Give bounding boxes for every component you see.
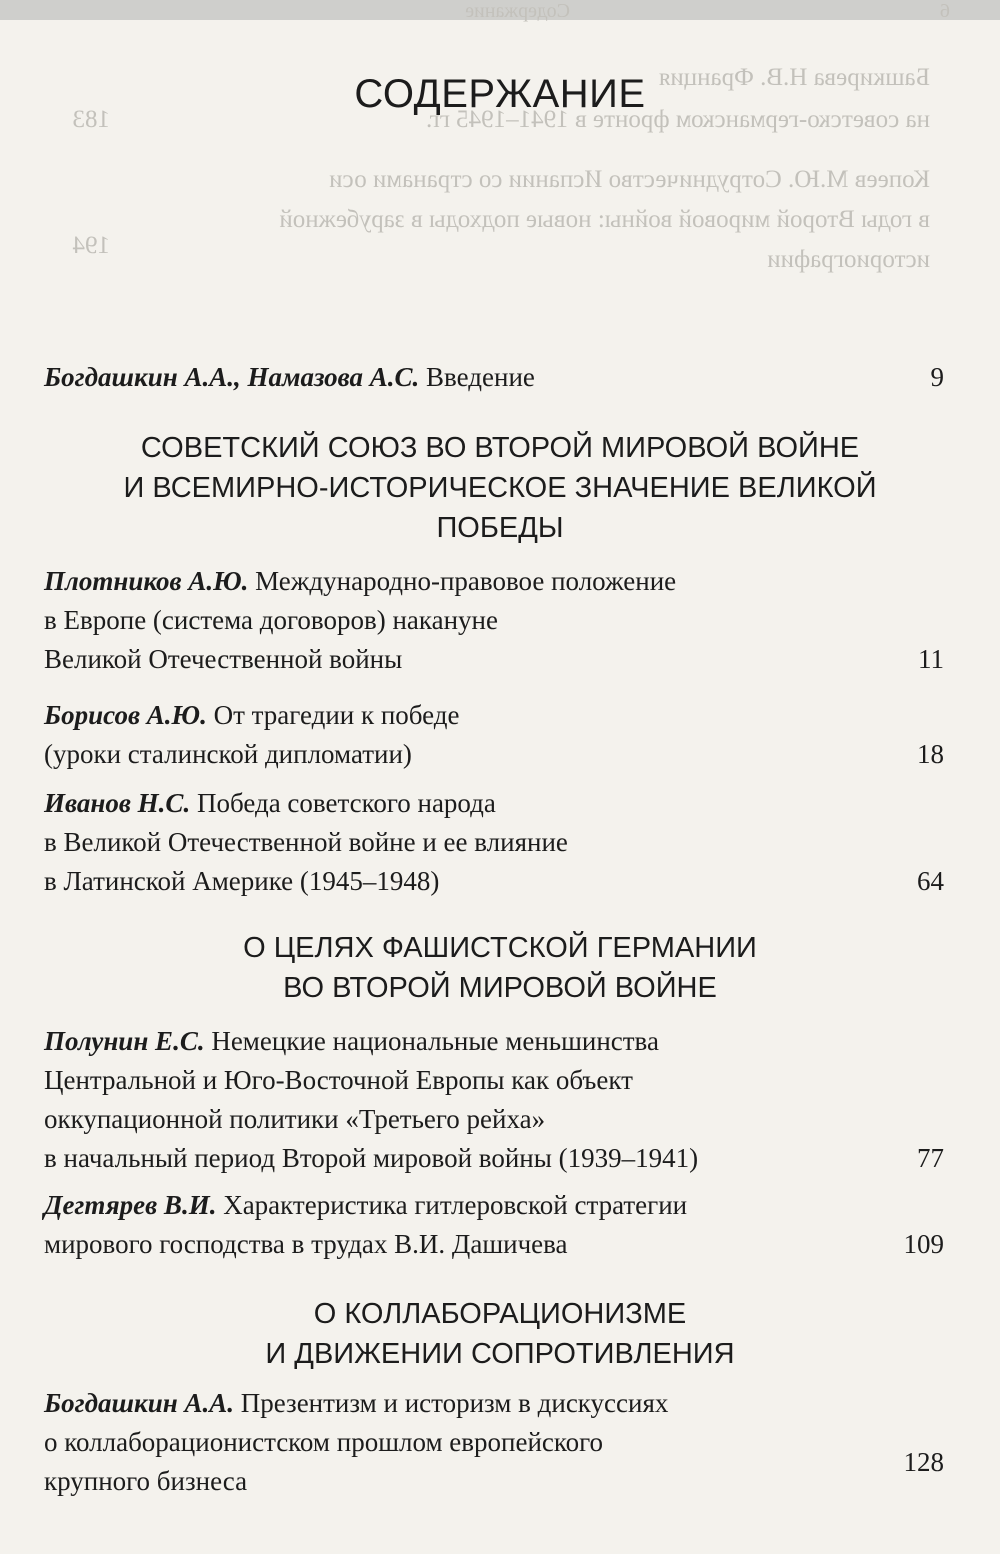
section-heading-line: СОВЕТСКИЙ СОЮЗ ВО ВТОРОЙ МИРОВОЙ ВОЙНЕ [140,432,860,464]
bleed-line: Башкирева Н.В. Франция [658,64,930,91]
bleed-line: историографии [767,246,930,273]
section-heading-line: ВО ВТОРОЙ МИРОВОЙ ВОЙНЕ [283,972,717,1004]
entry-title: оккупационной политики «Третьего рейха» [44,1104,546,1134]
entry-title: в Великой Отечественной войне и ее влияние [44,827,568,857]
entry-title: Международно-правовое положение [255,566,677,596]
section-heading-line: ПОБЕДЫ [436,512,564,544]
entry-title: Центральной и Юго-Восточной Европы как объект [44,1065,633,1095]
entry-page-number: 77 [917,1143,944,1173]
entry-page-number: 128 [903,1447,944,1477]
entry-title: Введение [426,362,535,392]
entry-title: Великой Отечественной войны [44,644,403,674]
entry-page-number: 9 [930,362,944,392]
entry-title: (уроки сталинской дипломатии) [44,739,412,769]
entry-author: Борисов А.Ю. [44,700,207,730]
entry-page-number: 18 [917,739,944,769]
entry-title: Презентизм и историзм в дискуссиях [240,1388,669,1418]
entry-page-number: 11 [918,644,944,674]
section-heading [0,428,1000,548]
toc-entry [44,696,944,774]
section-heading-line: И ДВИЖЕНИИ СОПРОТИВЛЕНИЯ [265,1338,735,1370]
bleed-line: 183 [72,106,110,133]
toc-entry [44,358,944,397]
bleed-line: в годы Второй мировой войны: новые подходы в зарубежной [279,206,930,233]
toc-entry [44,1186,944,1264]
entry-title: о коллаборационистском прошлом европейского [44,1427,604,1457]
entry-title: крупного бизнеса [44,1466,248,1496]
toc-entry [44,784,944,901]
toc-entry [44,1022,944,1178]
entry-title: Немецкие национальные меньшинства [211,1026,659,1056]
entry-page-number: 109 [903,1229,944,1259]
entry-title: в Европе (система договоров) накануне [44,605,498,635]
section-heading [0,1294,1000,1374]
section-heading-line: О КОЛЛАБОРАЦИОНИЗМЕ [313,1298,687,1330]
bleed-page-number: 6 [940,0,950,22]
page-title: СОДЕРЖАНИЕ [354,72,646,116]
entry-title: От трагедии к победе [213,700,460,730]
entry-title: в Латинской Америке (1945–1948) [44,866,440,896]
section-heading [0,928,1000,1008]
toc-entry [44,1384,944,1501]
section-heading-line: И ВСЕМИРНО-ИСТОРИЧЕСКОЕ ЗНАЧЕНИЕ ВЕЛИКОЙ [123,472,877,504]
entry-author: Богдашкин А.А. [44,1388,234,1418]
bleed-header: Содержание [465,0,570,22]
bleed-line: Копеев М.Ю. Сотрудничество Испании со странами оси [329,166,930,193]
entry-title: в начальный период Второй мировой войны (1939–1941) [44,1143,699,1173]
entry-author: Богдашкин А.А., Намазова А.С. [44,362,420,392]
toc-entry [44,562,944,679]
entry-author: Иванов Н.С. [44,788,191,818]
entry-author: Дегтярев В.И. [44,1190,217,1220]
entry-author: Плотников А.Ю. [44,566,249,596]
entry-author: Полунин Е.С. [44,1026,205,1056]
entry-title: Характеристика гитлеровской стратегии [223,1190,688,1220]
section-heading-line: О ЦЕЛЯХ ФАШИСТСКОЙ ГЕРМАНИИ [243,932,757,964]
entry-page-number: 64 [917,866,944,896]
bleed-line: на советско-германском фронте в 1941–1945 гг. [425,106,930,133]
entry-title: Победа советского народа [196,788,496,818]
entry-title: мирового господства в трудах В.И. Дашичева [44,1229,568,1259]
bleed-line: 194 [72,232,110,259]
